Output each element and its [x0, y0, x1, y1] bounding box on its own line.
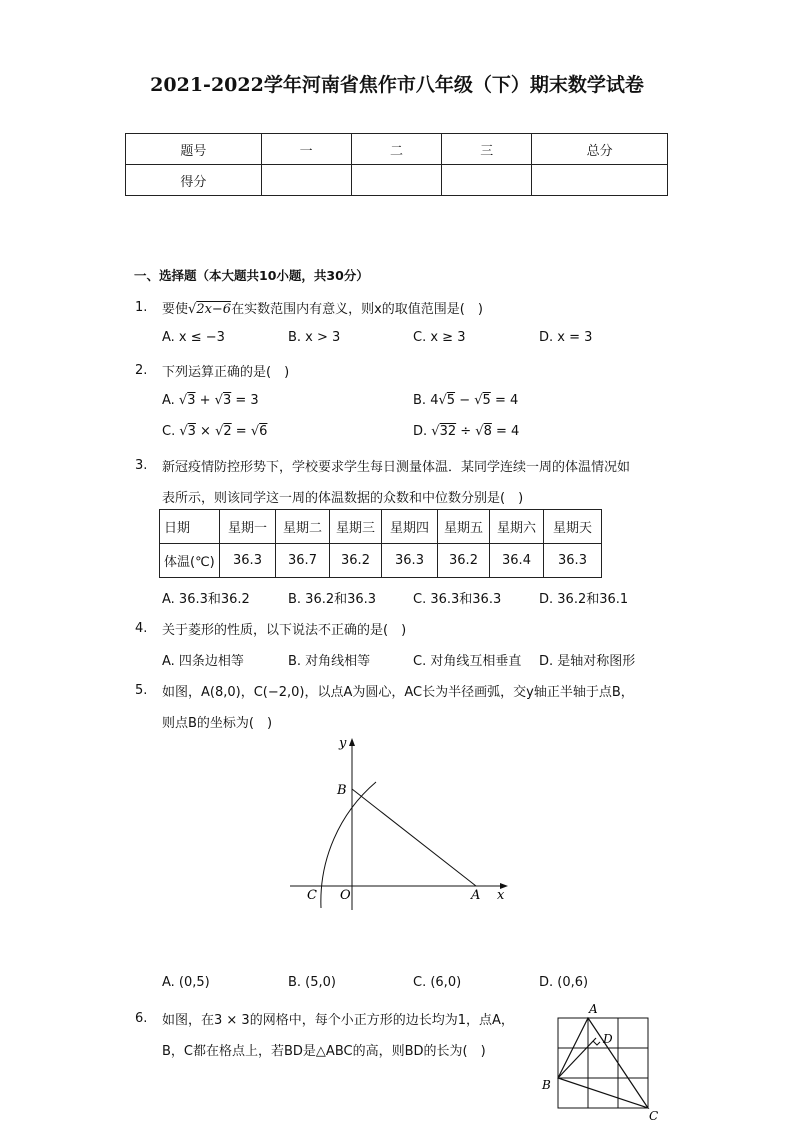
- radicand: 8: [483, 424, 492, 439]
- section-heading: 一、选择题（本大题共10小题，共30分）: [134, 268, 369, 283]
- option-c[interactable]: C. √3 × √2 = √6: [162, 424, 268, 439]
- option-c[interactable]: C. x ≥ 3: [413, 330, 466, 345]
- operator: +: [195, 393, 215, 408]
- result: = 4: [491, 424, 520, 439]
- question-number: 2.: [135, 363, 148, 378]
- score-input-cell[interactable]: [532, 165, 668, 196]
- label-o: O: [340, 888, 351, 903]
- option-b[interactable]: B. x > 3: [288, 330, 341, 345]
- radicand: 3: [187, 393, 196, 408]
- result: = 4: [490, 393, 519, 408]
- radicand: 2x−6: [196, 302, 232, 317]
- grid-figure: [538, 998, 664, 1122]
- radicand: 5: [482, 393, 491, 408]
- question-text: [162, 298, 483, 317]
- question-number: 1.: [135, 300, 148, 315]
- option-b[interactable]: B. 36.2和36.3: [288, 592, 377, 607]
- y-axis-arrow: [349, 738, 355, 746]
- radicand: 3: [187, 424, 196, 439]
- table-cell: 星期天: [544, 510, 602, 544]
- option-d[interactable]: D. x = 3: [539, 330, 593, 345]
- label-b: B: [542, 1078, 551, 1092]
- temperature-table: [159, 509, 602, 578]
- table-cell: 36.3: [220, 544, 276, 578]
- radicand: 3: [222, 393, 232, 408]
- table-cell: 36.2: [330, 544, 382, 578]
- table-cell: 二: [351, 134, 442, 165]
- table-cell: 36.7: [276, 544, 330, 578]
- table-cell: 星期五: [438, 510, 490, 544]
- question-text-line2: 则点B的坐标为( ): [162, 716, 273, 731]
- page-title: 2021-2022学年河南省焦作市八年级（下）期末数学试卷: [150, 74, 644, 96]
- altitude-bd: [558, 1038, 596, 1078]
- label-a: A: [589, 1002, 598, 1016]
- option-a[interactable]: A. x ≤ −3: [162, 330, 225, 345]
- option-d[interactable]: D. √32 ÷ √8 = 4: [413, 424, 520, 439]
- table-cell: 三: [442, 134, 532, 165]
- label-x: x: [497, 888, 505, 903]
- option-b[interactable]: B. (5,0): [288, 975, 337, 990]
- option-c[interactable]: C. 36.3和36.3: [413, 592, 502, 607]
- option-label: B.: [413, 393, 427, 408]
- table-cell: 总分: [532, 134, 668, 165]
- table-cell: 题号: [126, 134, 262, 165]
- result: = 3: [231, 393, 259, 408]
- label-c: C: [649, 1109, 659, 1122]
- question-text: 下列运算正确的是( ): [162, 365, 290, 380]
- option-b[interactable]: B. 4√5 − √5 = 4: [413, 393, 519, 408]
- option-a[interactable]: A. 四条边相等: [162, 654, 244, 669]
- label-d: D: [603, 1032, 613, 1046]
- option-a[interactable]: A. 36.3和36.2: [162, 592, 250, 607]
- coefficient: 4: [430, 393, 439, 408]
- question-text-pre: 要使: [162, 302, 189, 317]
- table-cell: 日期: [160, 510, 220, 544]
- question-text-line1: 新冠疫情防控形势下，学校要求学生每日测量体温．某同学连续一周的体温情况如: [162, 460, 631, 475]
- label-a: A: [471, 888, 481, 903]
- question-number: 4.: [135, 621, 148, 636]
- option-d[interactable]: D. (0,6): [539, 975, 589, 990]
- table-row: [160, 510, 602, 544]
- table-cell: 一: [261, 134, 351, 165]
- table-cell: 星期二: [276, 510, 330, 544]
- question-text-line2: B，C都在格点上，若BD是△ABC的高，则BD的长为( ): [162, 1044, 486, 1059]
- table-cell: 体温(℃): [160, 544, 220, 578]
- question-number: 3.: [135, 458, 148, 473]
- question-number: 6.: [135, 1011, 148, 1026]
- coordinate-figure: [290, 732, 520, 917]
- option-label: D.: [413, 424, 428, 439]
- table-row: [160, 544, 602, 578]
- table-cell: 36.4: [490, 544, 544, 578]
- table-cell: 36.2: [438, 544, 490, 578]
- operator: =: [231, 424, 251, 439]
- option-d[interactable]: D. 36.2和36.1: [539, 592, 629, 607]
- question-text-line1: 如图，A(8,0)，C(−2,0)，以点A为圆心，AC长为半径画弧，交y轴正半轴于点B，: [162, 685, 634, 700]
- table-cell: 得分: [126, 165, 262, 196]
- label-y: y: [339, 736, 347, 751]
- radicand: 32: [439, 424, 457, 439]
- table-row: [126, 134, 668, 165]
- radicand: 6: [259, 424, 268, 439]
- question-number: 5.: [135, 683, 148, 698]
- table-row: [126, 165, 668, 196]
- table-cell: 星期六: [490, 510, 544, 544]
- option-label: A.: [162, 393, 175, 408]
- score-input-cell[interactable]: [261, 165, 351, 196]
- radicand: 5: [446, 393, 456, 408]
- question-text-line2: 表所示，则该同学这一周的体温数据的众数和中位数分别是( ): [162, 491, 524, 506]
- table-cell: 36.3: [382, 544, 438, 578]
- option-a[interactable]: A. √3 + √3 = 3: [162, 393, 259, 408]
- score-input-cell[interactable]: [351, 165, 442, 196]
- operator: ÷: [456, 424, 476, 439]
- label-c: C: [307, 888, 317, 903]
- table-cell: 36.3: [544, 544, 602, 578]
- score-table: [125, 133, 668, 196]
- table-cell: 星期三: [330, 510, 382, 544]
- option-d[interactable]: D. 是轴对称图形: [539, 654, 636, 669]
- question-text-post: 在实数范围内有意义，则x的取值范围是( ): [231, 302, 483, 317]
- table-cell: 星期一: [220, 510, 276, 544]
- radicand: 2: [223, 424, 232, 439]
- score-input-cell[interactable]: [442, 165, 532, 196]
- question-text-line1: 如图，在3 × 3的网格中，每个小正方形的边长均为1，点A，: [162, 1013, 514, 1028]
- right-angle-mark: [593, 1041, 600, 1045]
- segment-ab: [352, 789, 476, 886]
- option-a[interactable]: A. (0,5): [162, 975, 210, 990]
- table-cell: 星期四: [382, 510, 438, 544]
- operator: −: [455, 393, 475, 408]
- label-b: B: [337, 783, 347, 798]
- question-text: 关于菱形的性质，以下说法不正确的是( ): [162, 623, 407, 638]
- operator: ×: [195, 424, 216, 439]
- option-c[interactable]: C. 对角线互相垂直: [413, 654, 522, 669]
- sqrt-sign: √: [188, 302, 197, 317]
- option-label: C.: [162, 424, 176, 439]
- option-c[interactable]: C. (6,0): [413, 975, 462, 990]
- option-b[interactable]: B. 对角线相等: [288, 654, 371, 669]
